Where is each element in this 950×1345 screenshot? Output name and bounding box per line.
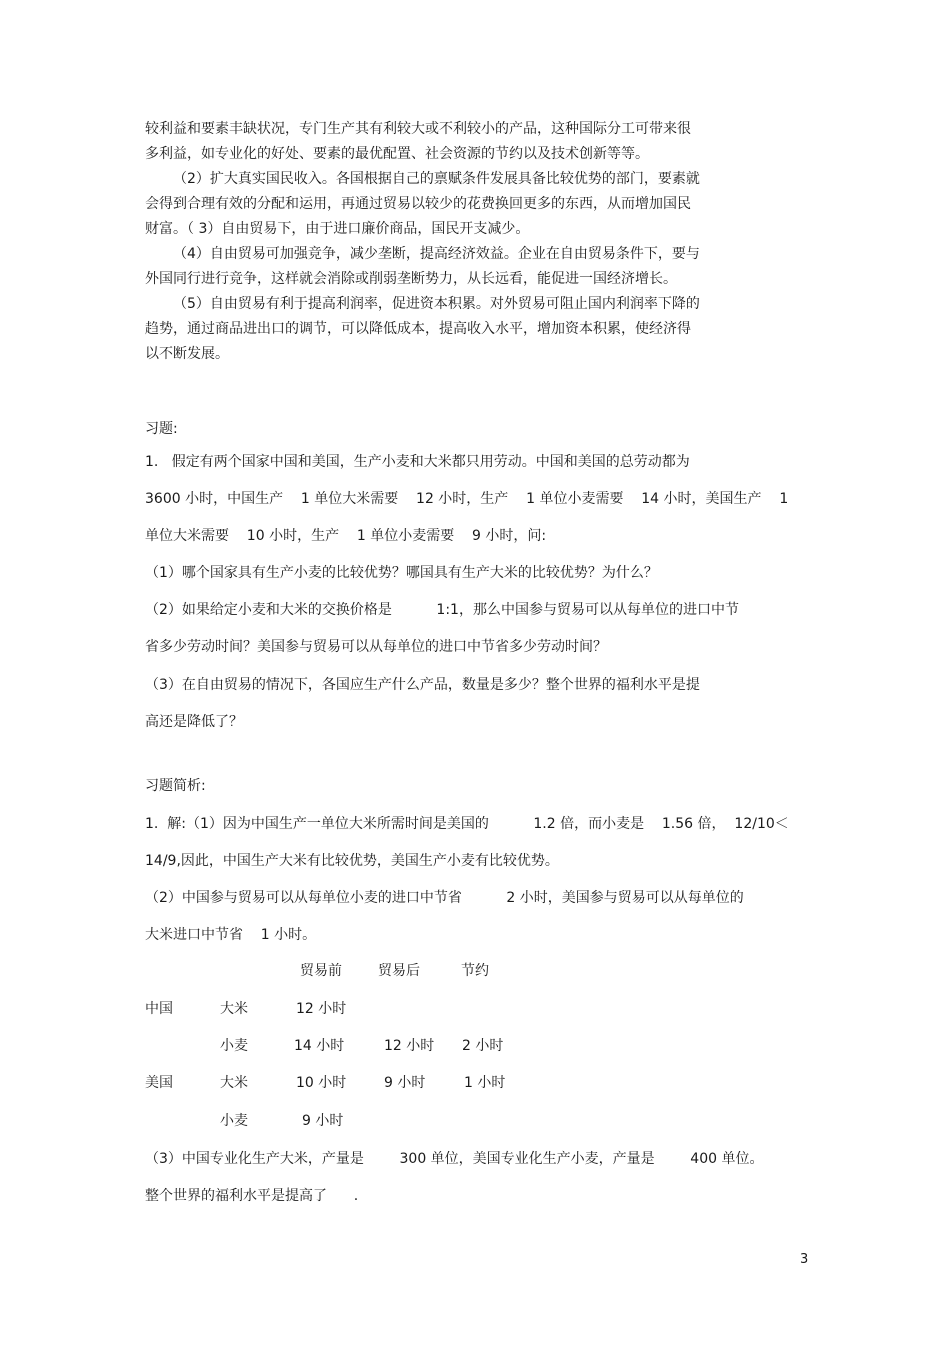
exercise-line: （2）如果给定小麦和大米的交换价格是 1:1，那么中国参与贸易可以从每单位的进口中节 xyxy=(145,602,739,618)
body-text-line: 会得到合理有效的分配和运用，再通过贸易以较少的花费换回更多的东西，从而增加国民 xyxy=(145,196,691,212)
body-text-line: 较利益和要素丰缺状况，专门生产其有利较大或不利较小的产品，这种国际分工可带来很 xyxy=(145,121,691,137)
body-text-line: （5）自由贸易有利于提高利润率，促进资本积累。对外贸易可阻止国内利润率下降的 xyxy=(173,296,700,312)
table-cell: 9 小时 xyxy=(384,1075,426,1091)
exercise-line: 3600 小时，中国生产 1 单位大米需要 12 小时，生产 1 单位小麦需要 14 小时，美国生产 1 xyxy=(145,491,789,507)
analysis-line: 大米进口中节省 1 小时。 xyxy=(145,927,317,943)
body-text-line: （2）扩大真实国民收入。各国根据自己的禀赋条件发展具备比较优势的部门，要素就 xyxy=(173,171,700,187)
table-country: 中国 xyxy=(145,1001,173,1017)
analysis-line: （2）中国参与贸易可以从每单位小麦的进口中节省 2 小时，美国参与贸易可以从每单位的 xyxy=(145,890,744,906)
table-header: 贸易后 xyxy=(378,963,420,979)
body-text-line: 以不断发展。 xyxy=(145,346,229,362)
table-header: 节约 xyxy=(461,963,489,979)
analysis-line: 14/9,因此，中国生产大米有比较优势，美国生产小麦有比较优势。 xyxy=(145,853,559,869)
table-cell: 9 小时 xyxy=(302,1113,344,1129)
table-good: 大米 xyxy=(220,1075,248,1091)
table-header: 贸易前 xyxy=(300,963,342,979)
body-text-line: 财富。（ 3）自由贸易下，由于进口廉价商品，国民开支减少。 xyxy=(145,221,530,237)
exercise-line: 高还是降低了？ xyxy=(145,714,243,730)
body-text-line: 多利益，如专业化的好处、要素的最优配置、社会资源的节约以及技术创新等等。 xyxy=(145,146,649,162)
table-cell: 10 小时 xyxy=(296,1075,347,1091)
table-good: 小麦 xyxy=(220,1113,248,1129)
body-text-line: 外国同行进行竞争，这样就会消除或削弱垄断势力，从长远看，能促进一国经济增长。 xyxy=(145,271,677,287)
analysis-line: （3）中国专业化生产大米，产量是 300 单位，美国专业化生产小麦，产量是 400 单位。 xyxy=(145,1151,764,1167)
analysis-heading: 习题简析: xyxy=(145,778,206,794)
table-good: 小麦 xyxy=(220,1038,248,1054)
exercise-line: （3）在自由贸易的情况下，各国应生产什么产品，数量是多少？整个世界的福利水平是提 xyxy=(145,677,700,693)
exercise-line: 单位大米需要 10 小时，生产 1 单位小麦需要 9 小时，问: xyxy=(145,528,547,544)
exercise-line: 1. 假定有两个国家中国和美国，生产小麦和大米都只用劳动。中国和美国的总劳动都为 xyxy=(145,454,690,470)
table-cell: 2 小时 xyxy=(462,1038,504,1054)
body-text-line: 趋势，通过商品进出口的调节，可以降低成本，提高收入水平，增加资本积累，使经济得 xyxy=(145,321,691,337)
body-text-line: （4）自由贸易可加强竞争，减少垄断，提高经济效益。企业在自由贸易条件下，要与 xyxy=(173,246,700,262)
exercise-line: （1）哪个国家具有生产小麦的比较优势？哪国具有生产大米的比较优势？为什么？ xyxy=(145,565,658,581)
analysis-line: 整个世界的福利水平是提高了 . xyxy=(145,1188,359,1204)
table-cell: 12 小时 xyxy=(384,1038,435,1054)
analysis-line: 1. 解:（1）因为中国生产一单位大米所需时间是美国的 1.2 倍，而小麦是 1.56 倍， 12/10＜ xyxy=(145,816,789,832)
table-cell: 1 小时 xyxy=(464,1075,506,1091)
exercise-line: 省多少劳动时间？美国参与贸易可以从每单位的进口中节省多少劳动时间？ xyxy=(145,639,607,655)
table-cell: 14 小时 xyxy=(294,1038,345,1054)
page-number: 3 xyxy=(800,1252,809,1267)
table-cell: 12 小时 xyxy=(296,1001,347,1017)
exercise-heading: 习题: xyxy=(145,421,178,437)
table-good: 大米 xyxy=(220,1001,248,1017)
table-country: 美国 xyxy=(145,1075,173,1091)
